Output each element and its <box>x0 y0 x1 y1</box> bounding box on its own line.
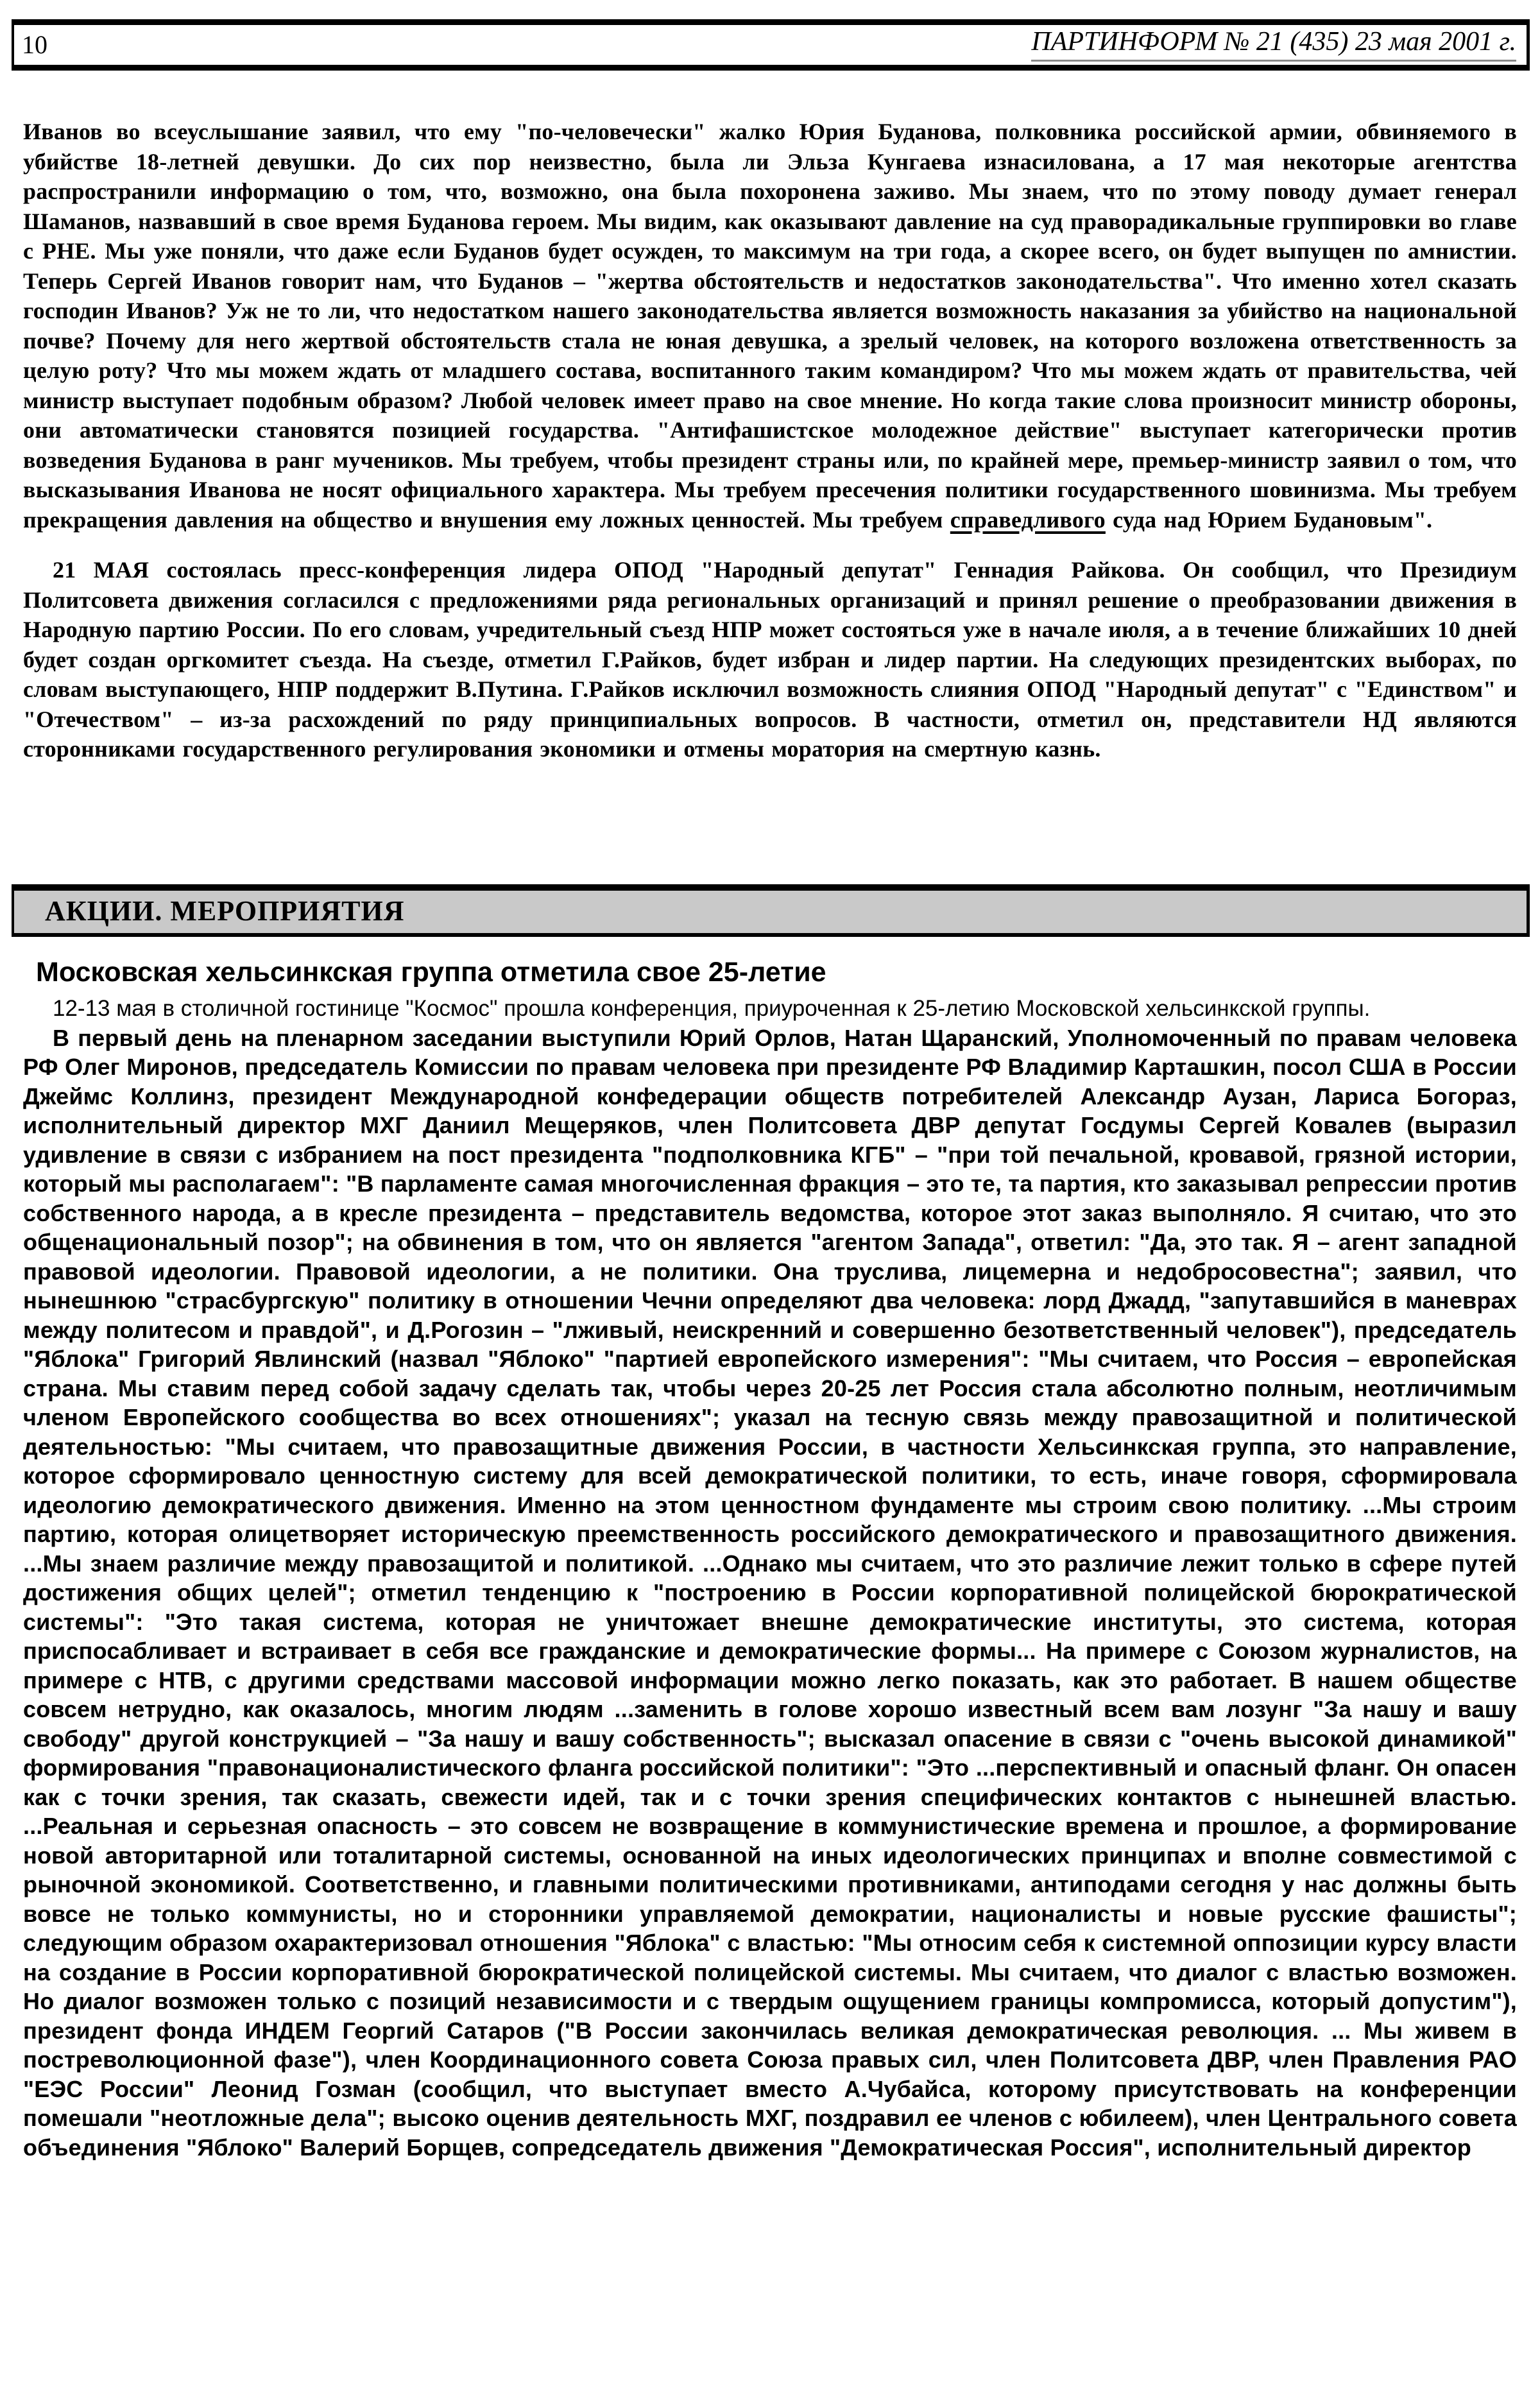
top-article-paragraph-1 <box>23 117 1517 535</box>
masthead-title: ПАРТИНФОРМ № 21 (435) 23 мая 2001 г. <box>1031 28 1516 62</box>
underlined-word: справедливого <box>950 506 1106 533</box>
running-head <box>12 19 1530 71</box>
paragraph-text: Иванов во всеуслышание заявил, что ему "по-человечески" жалко Юрия Буданова, полковника российской армии, обвиняемого в убийстве 18-летней девушки. До сих пор неизвестно, была ли Эльза Кунгаева изнасилована, а 17 мая некоторые агентства распространили информацию о том, что, возможно, она была похоронена заживо. Мы знаем, что по этому поводу думает генерал Шаманов, назвавший в свое время Буданова героем. Мы видим, как оказывают давление на суд праворадикальные группировки во главе с РНЕ. Мы уже поняли, что даже если Буданов будет осужден, то максимум на три года, а скорее всего, он будет выпущен по амнистии. Теперь Сергей Иванов говорит нам, что Буданов – "жертва обстоятельств и недостатков законодательства". Что именно хотел сказать господин Иванов? Уж не то ли, что недостатком нашего законодательства является возможность наказания за убийство на национальной почве? Почему для него жертвой обстоятельств стала не юная девушка, а зрелый человек, на которого возложена ответственность за целую роту? Что мы можем ждать от младшего состава, воспитанного таким командиром? Что мы можем ждать от правительства, чей министр выступает подобным образом? Любой человек имеет право на свое мнение. Но когда такие слова произносит министр обороны, они автоматически становятся позицией государства. "Антифашистское молодежное действие" выступает категорически против возведения Буданова в ранг мучеников. Мы требуем, чтобы президент страны или, по крайней мере, премьер-министр заявил о том, что высказывания Иванова не носят официального характера. Мы требуем пресечения политики государственного шовинизма. Мы требуем прекращения давления на общество и внушения ему ложных ценностей. Мы требуем <box>23 119 1517 533</box>
section-banner <box>12 884 1530 937</box>
top-article <box>23 117 1517 764</box>
main-article <box>23 957 1517 2162</box>
page-number: 10 <box>22 30 47 59</box>
top-article-paragraph-2: 21 МАЯ состоялась пресс-конференция лидера ОПОД "Народный депутат" Геннадия Райкова. Он сообщил, что Президиум Политсовета движения согласился с предложениями ряда региональных организаций и принял решение о преобразовании движения в Народную партию России. По его словам, учредительный съезд НПР может состояться уже в начале июля, а в течение ближайших 10 дней будет создан оргкомитет съезда. На съезде, отметил Г.Райков, будет избран и лидер партии. На следующих президентских выборах, по словам выступающего, НПР поддержит В.Путина. Г.Райков исключил возможность слияния ОПОД "Народный депутат" с "Единством" и "Отечеством" – из-за расхождений по ряду принципиальных вопросов. В частности, отметил он, представители НД являются сторонниками государственного регулирования экономики и отмены моратория на смертную казнь. <box>23 557 1517 762</box>
article-body: В первый день на пленарном заседании выступили Юрий Орлов, Натан Щаранский, Уполномоченный по правам человека РФ Олег Миронов, председатель Комиссии по правам человека при президенте РФ Владимир Карташкин, посол США в России Джеймс Коллинз, президент Международной конфедерации обществ потребителей Александр Аузан, Лариса Богораз, исполнительный директор МХГ Даниил Мещеряков, член Политсовета ДВР депутат Госдумы Сергей Ковалев (выразил удивление в связи с избранием на пост президента "подполковника КГБ" – "при той печальной, кровавой, грязной истории, который мы располагаем": "В парламенте самая многочисленная фракция – это те, та партия, кто заказывал репрессии против собственного народа, а в кресле президента – представитель ведомства, которое этот заказ выполняло. Я считаю, что это общенациональный позор"; на обвинения в том, что он является "агентом Запада", ответил: "Да, это так. Я – агент западной правовой идеологии. Правовой идеологии, а не политики. Она труслива, лицемерна и недобросовестна"; заявил, что нынешнюю "страсбургскую" политику в отношении Чечни определяют два человека: лорд Джадд, "запутавшийся в маневрах между политесом и правдой", и Д.Рогозин – "лживый, неискренний и совершенно безответственный человек"), председатель "Яблока" Григорий Явлинский (назвал "Яблоко" "партией европейского измерения": "Мы считаем, что Россия – европейская страна. Мы ставим перед собой задачу сделать так, чтобы через 20-25 лет Россия стала абсолютно полным, неотличимым членом Европейского сообщества во всех отношениях"; указал на тесную связь между правозащитной и политической деятельностью: "Мы считаем, что правозащитные движения России, в частности Хельсинкская группа, это направление, которое сформировало ценностную систему для всей демократической политики, то есть, иначе говоря, сформировала идеологию демократического движения. Именно на этом ценностном фундаменте мы строим свою политику. ...Мы строим партию, которая олицетворяет историческую преемственность российского демократического и правозащитного движения. ...Мы знаем различие между правозащитой и политикой. ...Однако мы считаем, что это различие лежит только в сфере путей достижения общих целей"; отметил тенденцию к "построению в России корпоративной полицейской бюрократической системы": "Это такая система, которая не уничтожает внешне демократические институты, это система, которая приспосабливает и встраивает в себя все гражданские и демократические формы... На примере с Союзом журналистов, на примере с НТВ, с другими средствами массовой информации можно легко показать, как это работает. В нашем обществе совсем нетрудно, как оказалось, многим людям ...заменить в голове хорошо известный всем вам лозунг "За нашу и вашу свободу" другой конструкцией – "За нашу и вашу собственность"; высказал опасение в связи с "очень высокой динамикой" формирования "правонационалистического фланга российской политики": "Это ...перспективный и опасный фланг. Он опасен как с точки зрения, так сказать, свежести идей, так и с точки зрения специфических контактов с нынешней властью. ...Реальная и серьезная опасность – это совсем не возвращение в коммунистические времена и прошлое, а формирование новой авторитарной или тоталитарной системы, основанной на иных идеологических принципах и вполне совместимой с рыночной экономикой. Соответственно, и главными политическими противниками, антиподами сегодня у нас должны быть вовсе не только коммунисты, но и сторонники управляемой демократии, националисты и новые русские фашисты"; следующим образом охарактеризовал отношения "Яблока" с властью: "Мы относим себя к системной оппозиции курсу власти на создание в России корпоративной бюрократической полицейской системы. Мы считаем, что диалог с властью возможен. Но диалог возможен только с позиций независимости и с твердым ощущением границы компромисса, который допустим"), президент фонда ИНДЕМ Георгий Сатаров ("В России закончилась великая демократическая революция. ... Мы живем в постреволюционной фазе"), член Координационного совета Союза правых сил, член Политсовета ДВР, член Правления РАО "ЕЭС России" Леонид Гозман (сообщил, что выступает вместо А.Чубайса, которому присутствовать на конференции помешали "неотложные дела"; высоко оценив деятельность МХГ, поздравил ее членов с юбилеем), член Центрального совета объединения "Яблоко" Валерий Борщев, сопредседатель движения "Демократическая Россия", исполнительный директор <box>23 1024 1517 2161</box>
article-lead: 12-13 мая в столичной гостинице "Космос" прошла конференция, приуроченная к 25-летию Московской хельсинкской группы. <box>53 996 1371 1022</box>
paragraph-text: суда над Юрием Будановым". <box>1105 506 1433 533</box>
article-headline: Московская хельсинкская группа отметила свое 25-летие <box>36 957 826 988</box>
section-title: АКЦИИ. МЕРОПРИЯТИЯ <box>45 895 405 927</box>
